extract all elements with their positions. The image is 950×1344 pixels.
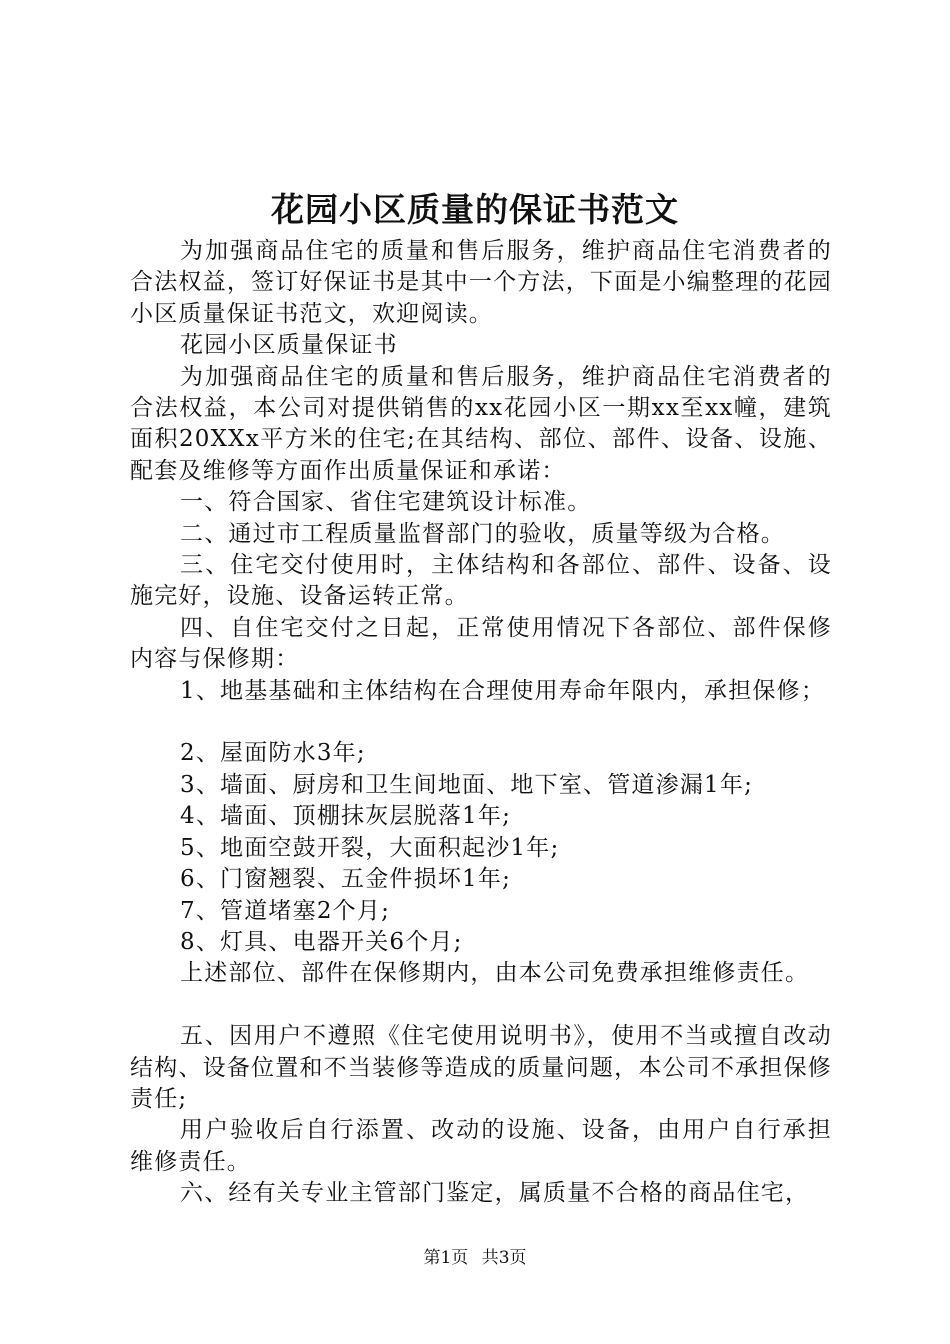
paragraph-item-5: 五、因用户不遵照《住宅使用说明书》，使用不当或擅自改动结构、设备位置和不当装修等造成的质量问题，本公司不承担保修责任; bbox=[130, 1023, 832, 1112]
page-total: 共3页 bbox=[481, 1248, 527, 1268]
paragraph-item-4: 四、自住宅交付之日起，正常使用情况下各部位、部件保修内容与保修期： bbox=[130, 614, 832, 673]
document-body bbox=[130, 236, 832, 1210]
paragraph-item-3: 三、住宅交付使用时，主体结构和各部位、部件、设备、设施完好，设施、设备运转正常。 bbox=[130, 552, 832, 610]
warranty-line-1: 1、地基基础和主体结构在合理使用寿命年限内，承担保修； bbox=[180, 677, 826, 704]
document-title: 花园小区质量的保证书范文 bbox=[271, 190, 679, 229]
paragraph-item-6: 六、经有关专业主管部门鉴定，属质量不合格的商品住宅， bbox=[180, 1180, 810, 1207]
warranty-line-6: 6、门窗翘裂、五金件损坏1年; bbox=[180, 866, 512, 893]
paragraph-commitment: 为加强商品住宅的质量和售后服务，维护商品住宅消费者的合法权益，本公司对提供销售的xx花园小区一期xx至xx幢，建筑面积20XXx平方米的住宅;在其结构、部位、部件、设备、设施、配套及维修等方面作出质量保证和承诺： bbox=[130, 363, 832, 484]
page-number: 第1页 bbox=[423, 1248, 469, 1268]
paragraph-item-1: 一、符合国家、省住宅建筑设计标准。 bbox=[180, 489, 592, 516]
paragraph-user-additions: 用户验收后自行添置、改动的设施、设备，由用户自行承担维修责任。 bbox=[130, 1117, 832, 1175]
paragraph-heading: 花园小区质量保证书 bbox=[180, 332, 398, 359]
warranty-line-8: 8、灯具、电器开关6个月; bbox=[180, 928, 463, 955]
warranty-line-5: 5、地面空鼓开裂，大面积起沙1年; bbox=[180, 834, 560, 861]
paragraph-free-repair: 上述部位、部件在保修期内，由本公司免费承担维修责任。 bbox=[180, 960, 810, 987]
warranty-line-2: 2、屋面防水3年; bbox=[180, 740, 366, 767]
page-footer bbox=[0, 1246, 950, 1270]
warranty-line-4: 4、墙面、顶棚抹灰层脱落1年; bbox=[180, 803, 512, 830]
paragraph-item-2: 二、通过市工程质量监督部门的验收，质量等级为合格。 bbox=[180, 520, 785, 547]
warranty-line-3: 3、墙面、厨房和卫生间地面、地下室、管道渗漏1年; bbox=[180, 771, 754, 798]
paragraph-intro: 为加强商品住宅的质量和售后服务，维护商品住宅消费者的合法权益，签订好保证书是其中一个方法，下面是小编整理的花园小区质量保证书范文，欢迎阅读。 bbox=[130, 238, 832, 327]
warranty-line-7: 7、管道堵塞2个月; bbox=[180, 897, 391, 924]
